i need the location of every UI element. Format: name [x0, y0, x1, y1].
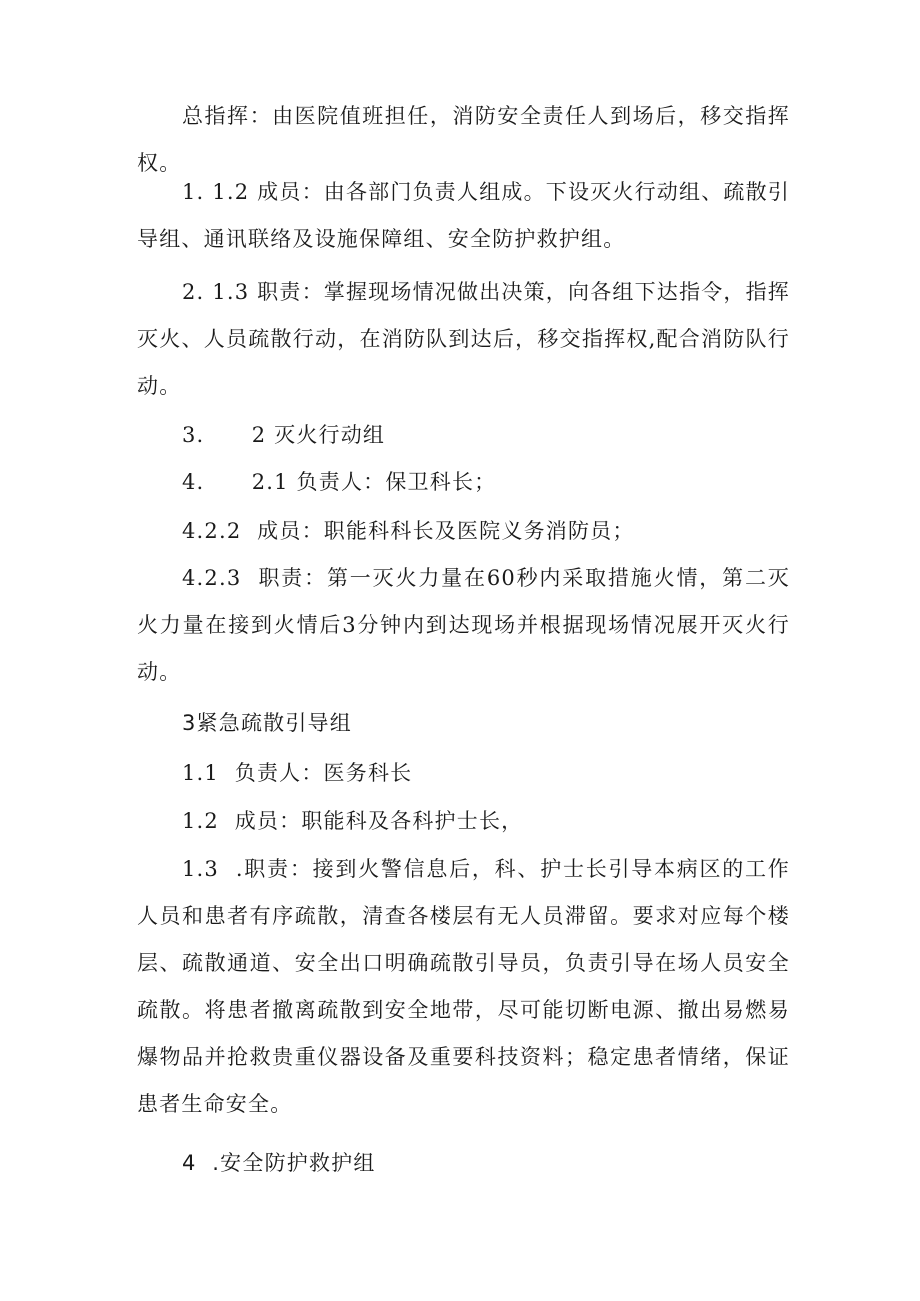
paragraph-commander: 总指挥：由医院值班担任，消防安全责任人到场后，移交指挥权。 [137, 104, 790, 175]
paragraph-evacuation-group: 3紧急疏散引导组 [182, 711, 352, 735]
paragraph-safety-rescue-group: 4 .安全防护救护组 [182, 1151, 376, 1175]
paragraph-firefighting-members: 4.2.2 成员：职能科科长及医院义务消防员； [182, 519, 635, 543]
paragraph-evacuation-leader: 1.1 负责人：医务科长 [182, 761, 413, 785]
paragraph-firefighting-group: 3. 2 灭火行动组 [182, 423, 386, 447]
paragraph-duties: 2. 1.3 职责：掌握现场情况做出决策，向各组下达指令，指挥灭火、人员疏散行动，在消防队到达后，移交指挥权,配合消防队行动。 [137, 280, 790, 398]
paragraph-members: 1. 1.2 成员：由各部门负责人组成。下设灭火行动组、疏散引导组、通讯联络及设施保障组、安全防护救护组。 [137, 180, 790, 251]
paragraph-firefighting-duties: 4.2.3 职责：第一灭火力量在60秒内采取措施火情，第二灭火力量在接到火情后3分钟内到达现场并根据现场情况展开灭火行动。 [137, 566, 790, 684]
paragraph-firefighting-leader: 4. 2.1 负责人：保卫科长； [182, 470, 497, 494]
paragraph-evacuation-members: 1.2 成员：职能科及各科护士长， [182, 809, 524, 833]
paragraph-evacuation-duties: 1.3 .职责：接到火警信息后，科、护士长引导本病区的工作人员和患者有序疏散，清查各楼层有无人员滞留。要求对应每个楼层、疏散通道、安全出口明确疏散引导员，负责引导在场人员安全疏散。将患者撤离疏散到安全地带，尽可能切断电源、撤出易燃易爆物品并抢救贵重仪器设备及重要科技资料；稳定患者情绪，保证患者生命安全。 [137, 857, 790, 1116]
